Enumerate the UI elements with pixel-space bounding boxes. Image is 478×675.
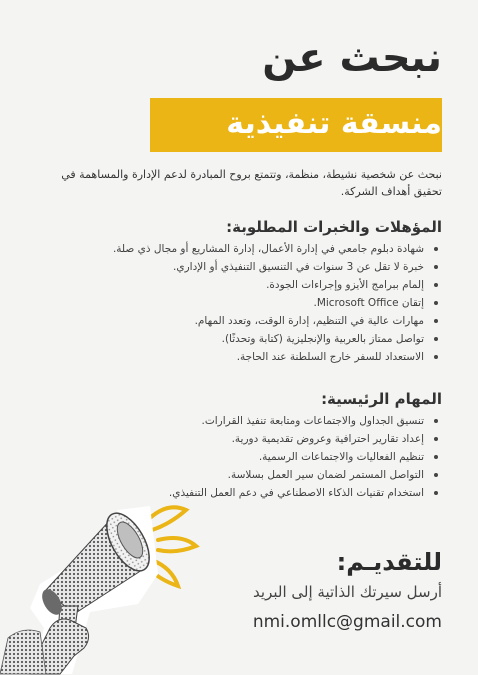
list-item: إعداد تقارير احترافية وعروض تقديمية دورية. [24, 430, 424, 448]
job-title: منسقة تنفيذية [226, 106, 442, 141]
list-item: تنسيق الجداول والاجتماعات ومتابعة تنفيذ القرارات. [24, 412, 424, 430]
list-item: مهارات عالية في التنظيم، إدارة الوقت، وتعدد المهام. [24, 312, 424, 330]
qualifications-list [24, 240, 442, 366]
megaphone-icon [0, 488, 220, 675]
list-item: شهادة دبلوم جامعي في إدارة الأعمال، إدارة المشاريع أو مجال ذي صلة. [24, 240, 424, 258]
intro-paragraph: نبحث عن شخصية نشيطة، منظمة، وتتمتع بروح المبادرة لدعم الإدارة والمساهمة في تحقيق أهداف الشركة. [61, 168, 442, 199]
list-item: استخدام تقنيات الذكاء الاصطناعي في دعم العمل التنفيذي. [24, 484, 424, 502]
list-item: التواصل المستمر لضمان سير العمل بسلاسة. [24, 466, 424, 484]
list-item: الاستعداد للسفر خارج السلطنة عند الحاجة. [24, 348, 424, 366]
list-item: تنظيم الفعاليات والاجتماعات الرسمية. [24, 448, 424, 466]
list-item: تواصل ممتاز بالعربية والإنجليزية (كتابة وتحدثًا). [24, 330, 424, 348]
list-item: إلمام ببرامج الأيزو وإجراءات الجودة. [24, 276, 424, 294]
qualifications-title: المؤهلات والخبرات المطلوبة: [226, 218, 442, 236]
apply-instruction: أرسل سيرتك الذاتية إلى البريد [253, 583, 442, 601]
list-item: إتقان Microsoft Office. [24, 294, 424, 312]
email-address[interactable]: nmi.omllc@gmail.com [252, 612, 442, 632]
apply-title: للتقديـم: [336, 548, 442, 576]
headline: نبحث عن [262, 35, 442, 81]
tasks-title: المهام الرئيسية: [321, 390, 442, 408]
list-item: خبرة لا تقل عن 3 سنوات في التنسيق التنفيذي أو الإداري. [24, 258, 424, 276]
